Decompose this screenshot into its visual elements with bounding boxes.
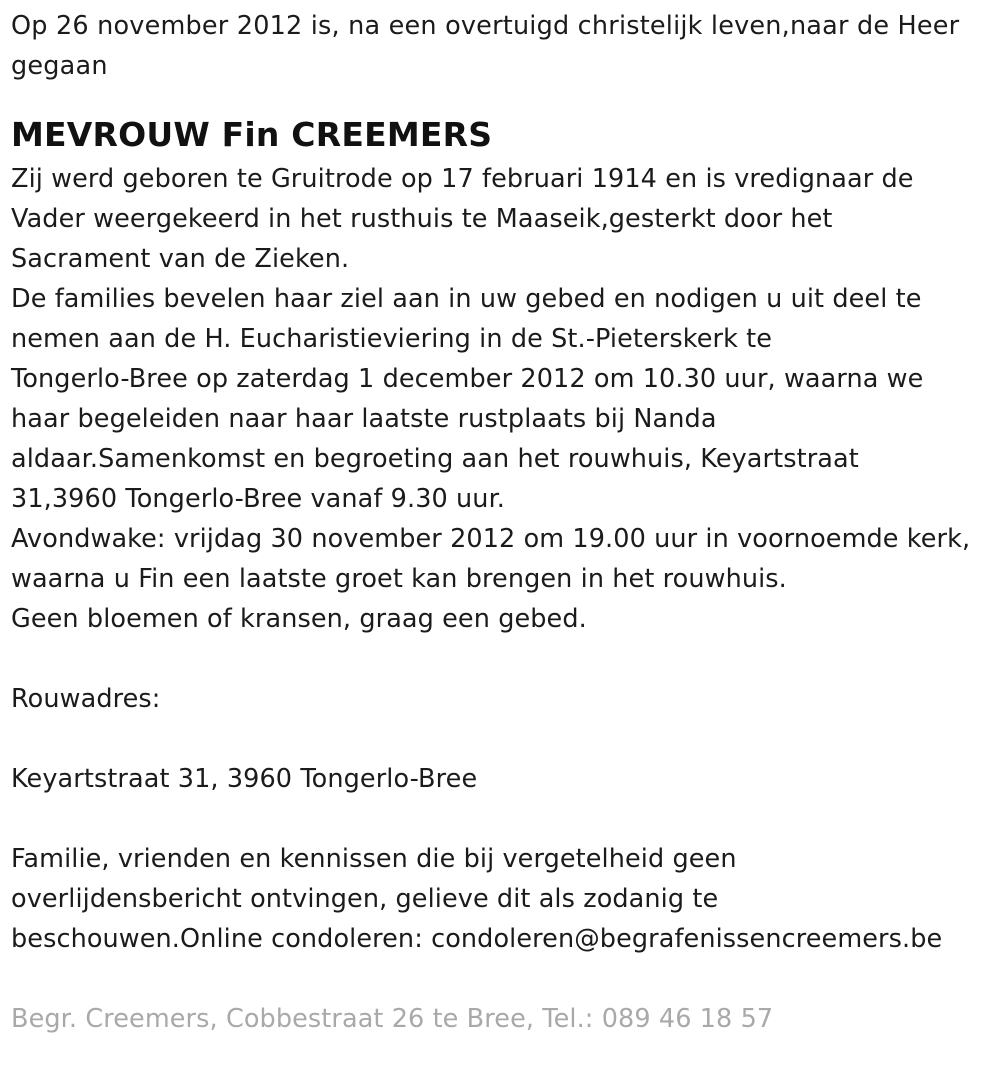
- closing-line: beschouwen.Online condoleren: condoleren@begrafenissencreemers.be: [11, 924, 943, 954]
- body-line: nemen aan de H. Eucharistieviering in de St.-Pieterskerk te: [11, 324, 773, 354]
- body-line: aldaar.Samenkomst en begroeting aan het rouwhuis, Keyartstraat: [11, 444, 859, 474]
- spacer: [11, 799, 996, 839]
- closing-text: [11, 839, 996, 959]
- body-line: Zij werd geboren te Gruitrode op 17 februari 1914 en is vredignaar de: [11, 164, 914, 194]
- body-line: waarna u Fin een laatste groet kan brengen in het rouwhuis.: [11, 564, 787, 594]
- body-line: Sacrament van de Zieken.: [11, 244, 350, 274]
- closing-line: Familie, vrienden en kennissen die bij vergetelheid geen: [11, 844, 737, 874]
- obituary-notice: [11, 6, 996, 1039]
- body-line: Geen bloemen of kransen, graag een gebed.: [11, 604, 587, 634]
- body-line: De families bevelen haar ziel aan in uw gebed en nodigen u uit deel te: [11, 284, 922, 314]
- closing-line: overlijdensbericht ontvingen, gelieve dit als zodanig te: [11, 884, 719, 914]
- funeral-home-footer: [11, 999, 996, 1039]
- rouwadres-label: Rouwadres:: [11, 684, 161, 714]
- intro-text: [11, 6, 996, 86]
- body-line: haar begeleiden naar haar laatste rustplaats bij Nanda: [11, 404, 717, 434]
- body-line: 31,3960 Tongerlo-Bree vanaf 9.30 uur.: [11, 484, 506, 514]
- spacer: [11, 959, 996, 999]
- deceased-name-heading: MEVROUW Fin CREEMERS: [11, 115, 493, 154]
- body-line: Vader weergekeerd in het rusthuis te Maaseik,gesterkt door het: [11, 204, 833, 234]
- obituary-body: [11, 159, 996, 639]
- body-line: Tongerlo-Bree op zaterdag 1 december 2012 om 10.30 uur, waarna we: [11, 364, 924, 394]
- spacer: [11, 719, 996, 759]
- body-line: Avondwake: vrijdag 30 november 2012 om 19.00 uur in voornoemde kerk,: [11, 524, 971, 554]
- spacer: [11, 639, 996, 679]
- rouwadres-address: Keyartstraat 31, 3960 Tongerlo-Bree: [11, 764, 478, 794]
- footer-line: Begr. Creemers, Cobbestraat 26 te Bree, Tel.: 089 46 18 57: [11, 1004, 774, 1034]
- intro-line: gegaan: [11, 51, 108, 81]
- intro-line: Op 26 november 2012 is, na een overtuigd christelijk leven,naar de Heer: [11, 11, 960, 41]
